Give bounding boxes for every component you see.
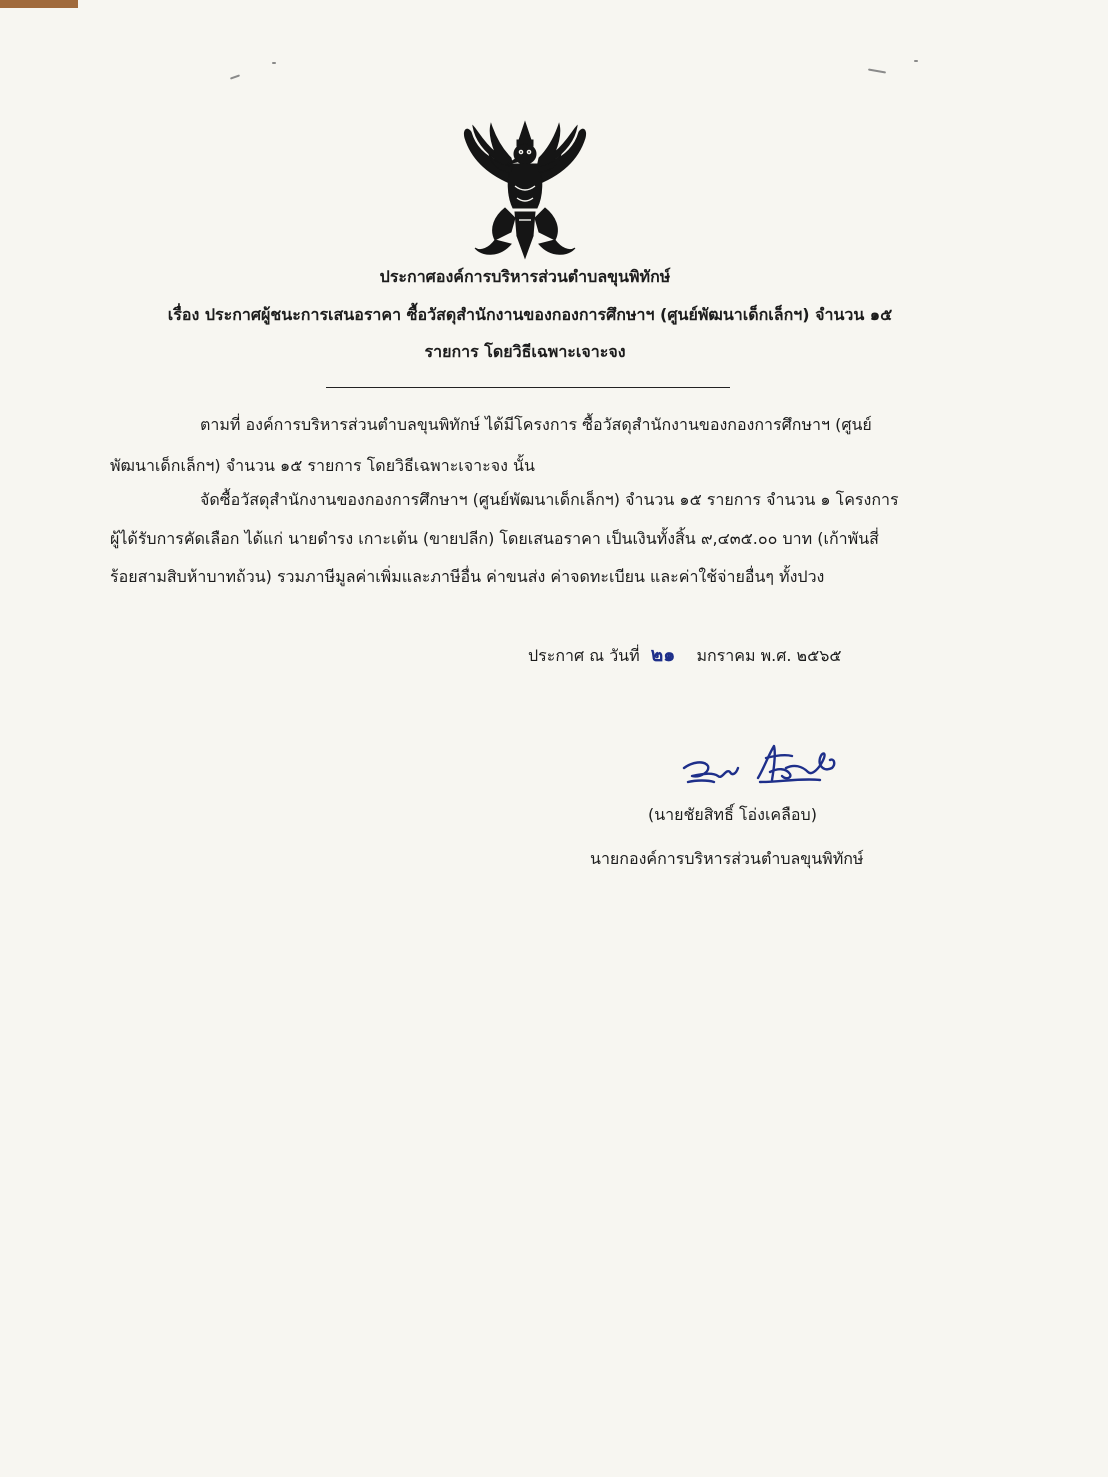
scan-speck	[914, 60, 918, 62]
signatory-name: (นายชัยสิทธิ์ โอ่งเคลือบ)	[648, 805, 817, 824]
date-month-year: มกราคม พ.ศ. ๒๕๖๕	[696, 646, 842, 665]
announcement-subject-line2: รายการ โดยวิธีเฉพาะเจาะจง	[424, 342, 626, 361]
date-day-handwritten: ๒๑	[650, 644, 676, 666]
date-prefix: ประกาศ ณ วันที่	[528, 646, 640, 665]
scan-speck	[230, 74, 240, 79]
heading-divider	[326, 387, 730, 388]
handwritten-signature	[674, 738, 844, 790]
scan-speck	[868, 68, 886, 73]
body-line-2: พัฒนาเด็กเล็กฯ) จำนวน ๑๕ รายการ โดยวิธีเฉพาะเจาะจง นั้น	[110, 456, 535, 475]
announcement-date	[528, 640, 841, 670]
corner-mark	[0, 0, 78, 8]
body-line-1: ตามที่ องค์การบริหารส่วนตำบลขุนพิทักษ์ ได้มีโครงการ ซื้อวัสดุสำนักงานของกองการศึกษาฯ (ศูนย์	[200, 415, 872, 434]
body-line-3: จัดซื้อวัสดุสำนักงานของกองการศึกษาฯ (ศูนย์พัฒนาเด็กเล็กฯ) จำนวน ๑๕ รายการ จำนวน ๑ โครงการ	[200, 490, 899, 509]
body-line-5: ร้อยสามสิบห้าบาทถ้วน) รวมภาษีมูลค่าเพิ่มและภาษีอื่น ค่าขนส่ง ค่าจดทะเบียน และค่าใช้จ่ายอื่นๆ ทั้งปวง	[110, 567, 825, 586]
garuda-emblem-icon	[455, 116, 595, 264]
signatory-position: นายกองค์การบริหารส่วนตำบลขุนพิทักษ์	[590, 849, 864, 868]
announcement-title: ประกาศองค์การบริหารส่วนตำบลขุนพิทักษ์	[379, 267, 671, 286]
announcement-subject-line1: เรื่อง ประกาศผู้ชนะการเสนอราคา ซื้อวัสดุสำนักงานของกองการศึกษาฯ (ศูนย์พัฒนาเด็กเล็กฯ) จำนวน ๑๕	[167, 305, 893, 324]
scan-speck	[272, 62, 276, 64]
body-line-4: ผู้ได้รับการคัดเลือก ได้แก่ นายดำรง เกาะเต้น (ขายปลีก) โดยเสนอราคา เป็นเงินทั้งสิ้น ๙,๔๓๕.๐๐ บาท (เก้าพันสี่	[110, 529, 879, 548]
